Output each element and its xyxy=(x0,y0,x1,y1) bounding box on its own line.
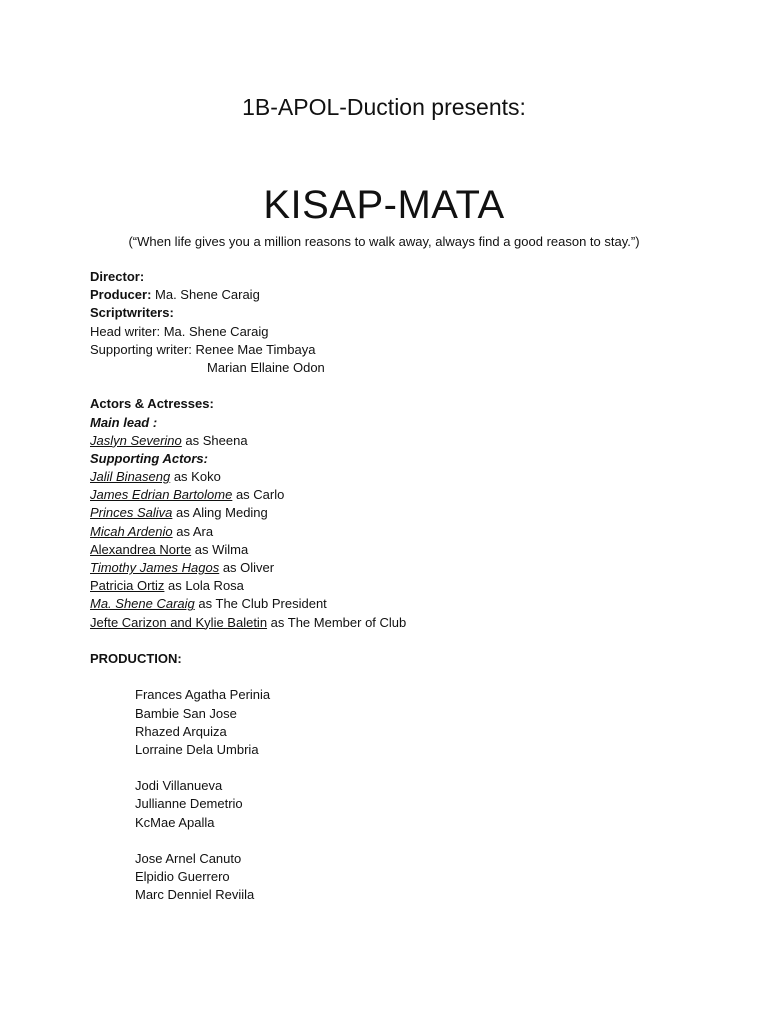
production-member: Elpidio Guerrero xyxy=(135,869,230,885)
head-writer: Head writer: Ma. Shene Caraig xyxy=(90,323,269,339)
credits-block xyxy=(90,268,730,905)
production-member: Marc Denniel Reviila xyxy=(135,887,255,903)
production-member: Rhazed Arquiza xyxy=(135,723,227,739)
actor-link[interactable]: Jaslyn Severino xyxy=(90,432,182,448)
tagline: (“When life gives you a million reasons to walk away, always find a good reason to stay.”) xyxy=(128,234,640,249)
cast-entry xyxy=(90,504,730,522)
scriptwriters-label: Scriptwriters: xyxy=(90,305,174,321)
cast-entry xyxy=(90,486,730,504)
cast-entry xyxy=(90,468,730,486)
production-member: Jodi Villanueva xyxy=(135,778,223,794)
actor-link[interactable]: Ma. Shene Caraig xyxy=(90,596,195,612)
role-text: as Ara xyxy=(172,523,214,539)
production-member: Lorraine Dela Umbria xyxy=(135,741,259,757)
cast-entry xyxy=(90,523,730,541)
actor-link[interactable]: Jalil Binaseng xyxy=(90,469,171,485)
production-member: Jose Arnel Canuto xyxy=(135,851,242,866)
supporting-writer: Supporting writer: Renee Mae Timbaya xyxy=(90,341,316,357)
main-lead-label: Main lead : xyxy=(90,414,158,430)
actor-link[interactable]: Jefte Carizon and Kylie Baletin xyxy=(90,614,268,630)
role-text: as Aling Meding xyxy=(172,505,268,521)
actor-link[interactable]: James Edrian Bartolome xyxy=(90,487,233,503)
production-member: Frances Agatha Perinia xyxy=(135,687,271,703)
role-text: as Carlo xyxy=(232,487,285,503)
cast-entry xyxy=(90,559,730,577)
supporting-label: Supporting Actors: xyxy=(90,450,208,466)
actor-link[interactable]: Patricia Ortiz xyxy=(90,578,165,594)
production-heading: PRODUCTION: xyxy=(90,650,182,666)
page-title: KISAP-MATA xyxy=(263,183,505,227)
role-text: as Lola Rosa xyxy=(164,578,244,594)
role-text: as The Member of Club xyxy=(267,614,407,630)
producer-label: Producer: xyxy=(90,287,152,303)
actor-link[interactable]: Princes Saliva xyxy=(90,505,173,521)
cast-entry xyxy=(90,614,730,632)
cast-entry xyxy=(90,577,730,595)
cast-entry xyxy=(90,541,730,559)
role-text: as Koko xyxy=(170,469,221,485)
cast-entry xyxy=(90,595,730,613)
role-text: as Wilma xyxy=(191,541,249,557)
production-member: Jullianne Demetrio xyxy=(135,796,243,812)
production-member: KcMae Apalla xyxy=(135,814,215,830)
production-member: Bambie San Jose xyxy=(135,705,237,721)
presents-line: 1B-APOL-Duction presents: xyxy=(242,94,526,120)
cast-entry xyxy=(90,432,730,450)
director-label: Director: xyxy=(90,269,145,284)
actor-link[interactable]: Timothy James Hagos xyxy=(90,560,220,575)
actor-link[interactable]: Micah Ardenio xyxy=(90,523,173,539)
role-text: as Sheena xyxy=(181,432,248,448)
cast-heading: Actors & Actresses: xyxy=(90,396,214,412)
producer-line xyxy=(90,286,730,304)
supporting-writer-2: Marian Ellaine Odon xyxy=(207,359,325,375)
role-text: as Oliver xyxy=(219,560,275,575)
role-text: as The Club President xyxy=(194,596,327,612)
actor-link[interactable]: Alexandrea Norte xyxy=(90,541,192,557)
producer-name: Ma. Shene Caraig xyxy=(151,287,260,303)
